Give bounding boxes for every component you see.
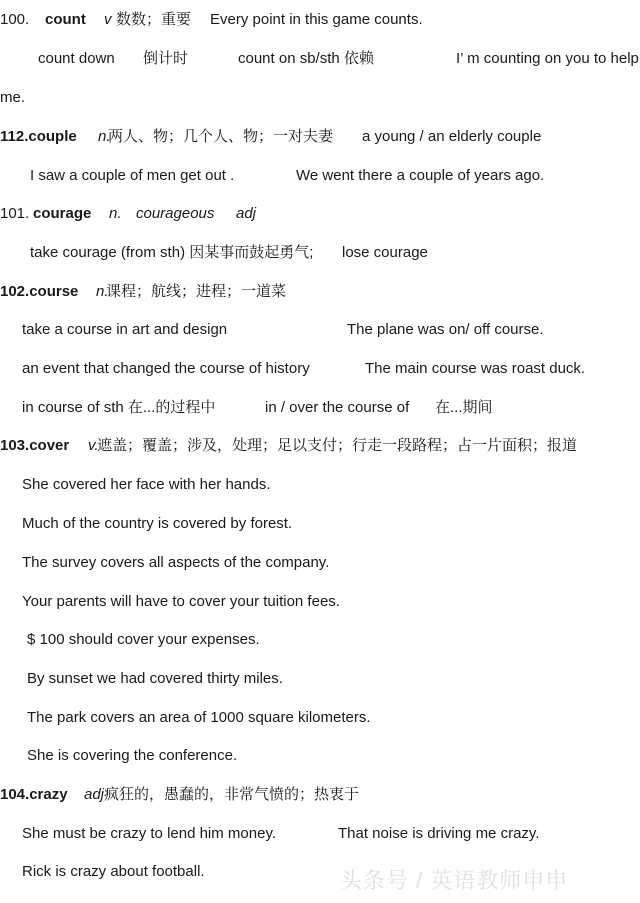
watermark: 头条号 / 英语教师申申 — [340, 868, 569, 893]
text-segment: count on sb/sth 依赖 — [238, 50, 374, 67]
text-segment: She must be crazy to lend him money. — [22, 825, 277, 842]
text-segment: We went there a couple of years ago. — [296, 167, 545, 184]
text-segment: 遮盖；覆盖；涉及，处理；足以支付；行走一段路程；占一片面积；报道 — [97, 437, 578, 454]
text-segment: n. — [98, 128, 111, 145]
text-segment: in course of sth 在...的过程中 — [22, 399, 216, 416]
text-segment: take courage (from sth) 因某事而鼓起勇气; — [30, 244, 314, 261]
text-segment: count — [45, 11, 86, 28]
text-segment: courage — [33, 205, 92, 222]
text-line: The park covers an area of 1000 square kilometers. — [27, 709, 371, 726]
text-segment: a young / an elderly couple — [362, 128, 542, 145]
text-segment: That noise is driving me crazy. — [338, 825, 540, 842]
text-segment: in / over the course of — [265, 399, 410, 416]
text-line: Much of the country is covered by forest. — [22, 515, 293, 532]
text-segment: 112.couple — [0, 128, 77, 145]
text-line: Rick is crazy about football. — [22, 863, 205, 880]
text-segment: 100. — [0, 11, 30, 28]
text-line: The survey covers all aspects of the company. — [22, 554, 330, 571]
text-line: $ 100 should cover your expenses. — [27, 631, 260, 648]
text-segment: 课程；航线；进程；一道菜 — [106, 283, 287, 300]
text-segment: 104.crazy — [0, 786, 68, 803]
text-segment: 两人、物；几个人、物；一对夫妻 — [108, 128, 334, 145]
text-segment: count down — [38, 50, 115, 67]
text-segment: The main course was roast duck. — [365, 360, 586, 377]
text-segment: Every point in this game counts. — [210, 11, 423, 28]
text-segment: adj — [236, 205, 257, 222]
text-segment: 101. — [0, 205, 30, 222]
text-segment: 疯狂的，愚蠢的，非常气愤的；热衷于 — [104, 786, 360, 803]
text-line: By sunset we had covered thirty miles. — [27, 670, 283, 687]
text-segment: 103.cover — [0, 437, 70, 454]
text-line: Your parents will have to cover your tuition fees. — [22, 593, 340, 610]
text-segment: take a course in art and design — [22, 321, 228, 338]
text-segment: 102.course — [0, 283, 79, 300]
text-segment: n. — [96, 283, 109, 300]
text-segment: v — [104, 11, 112, 28]
text-line: me. — [0, 89, 26, 106]
text-segment: courageous — [136, 205, 215, 222]
text-segment: adj — [84, 786, 105, 803]
text-segment: The plane was on/ off course. — [347, 321, 544, 338]
text-segment: 在...期间 — [435, 399, 493, 416]
text-segment: v. — [88, 437, 99, 454]
text-line: She is covering the conference. — [27, 747, 238, 764]
text-segment: 倒计时 — [143, 50, 189, 67]
text-segment: n. — [109, 205, 122, 222]
text-segment: 数数；重要 — [116, 11, 192, 28]
text-segment: I saw a couple of men get out . — [30, 167, 235, 184]
text-line: She covered her face with her hands. — [22, 476, 271, 493]
text-segment: I’ m counting on you to help — [456, 50, 639, 67]
text-segment: lose courage — [342, 244, 428, 261]
text-segment: an event that changed the course of history — [22, 360, 310, 377]
